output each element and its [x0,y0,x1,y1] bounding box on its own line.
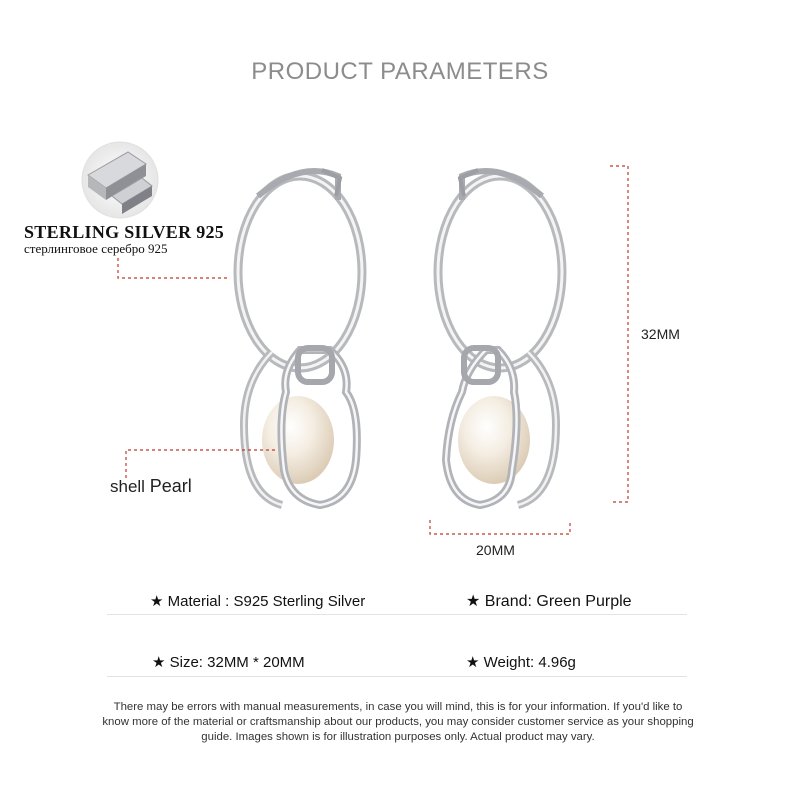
pearl-callout-word1: shell [110,477,145,496]
spec-weight: ★ Weight: 4.96g [466,654,576,671]
spec-divider-1 [107,614,687,615]
spec-material: ★ Material : S925 Sterling Silver [150,593,366,610]
material-leader-line [118,258,230,278]
silver-bar-badge [82,142,158,218]
spec-divider-2 [107,676,687,677]
height-dimension-line [610,166,628,502]
spec-size: ★ Size: 32MM * 20MM [152,654,305,671]
pearl-callout [110,476,192,497]
width-dimension-label: 20MM [476,542,515,558]
width-dimension-line [430,520,570,534]
disclaimer-text: There may be errors with manual measurements, in case you will mind, this is for your information. If you'd like to know more of the material or craftsmanship about our products, you may consider customer service as your shopping guide. Images shown is for illustration purposes only. Actual product may vary. [102,701,694,743]
page-title: PRODUCT PARAMETERS [251,58,549,85]
right-earring [438,170,562,505]
pearl-callout-word2: Pearl [149,476,192,496]
left-earring [238,170,362,505]
pearl-leader-line [126,450,278,478]
material-callout-subtitle: стерлинговое серебро 925 [24,241,168,256]
spec-brand: ★ Brand: Green Purple [466,593,632,610]
height-dimension-label: 32MM [641,326,680,342]
material-callout-title: STERLING SILVER 925 [24,222,225,242]
